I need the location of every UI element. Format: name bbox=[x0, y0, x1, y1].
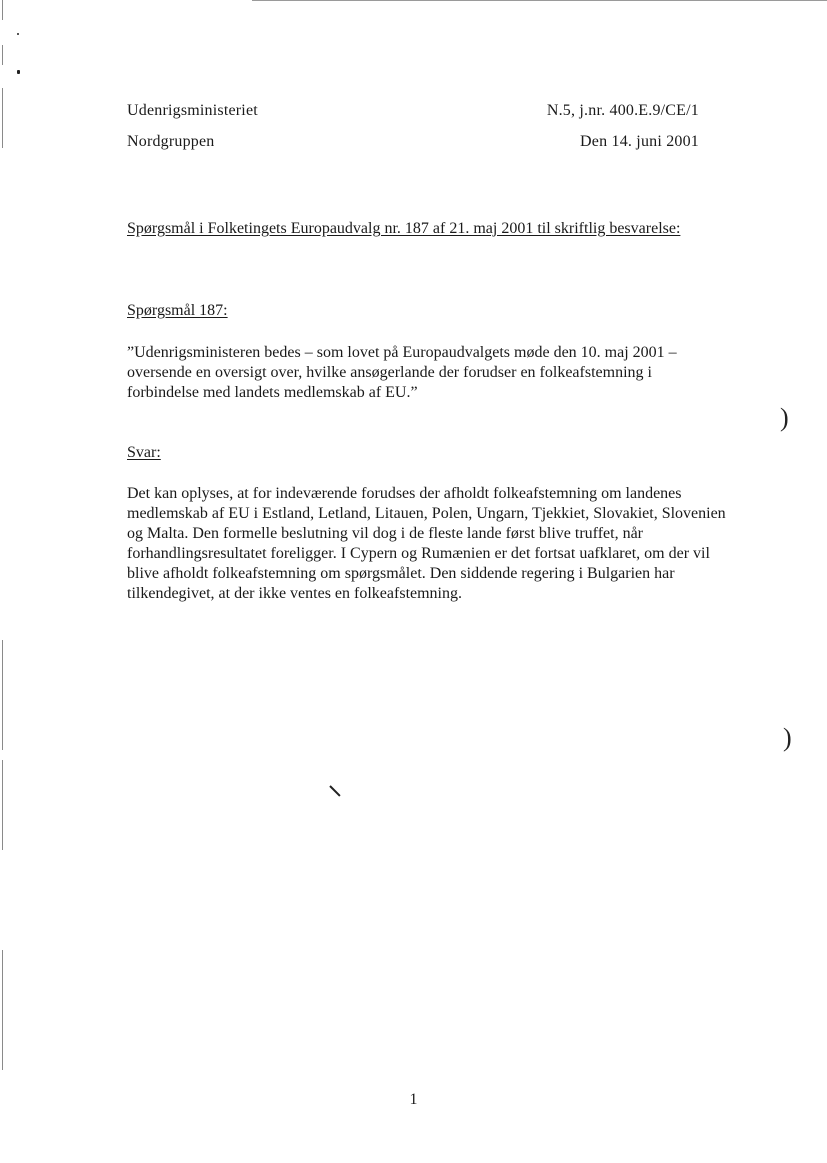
question-text: ”Udenrigsministeren bedes – som lovet på Europaudvalgets møde den 10. maj 2001 – oversende en oversigt over, hvilke ansøgerlande der forudser en folkeafstemning i forbindelse med landets medlemskab af EU.” bbox=[127, 344, 677, 401]
answer-heading-text: Svar: bbox=[127, 444, 161, 461]
scan-left-edge bbox=[2, 88, 3, 148]
office-name: Nordgruppen bbox=[127, 133, 215, 150]
scan-left-edge bbox=[2, 950, 3, 1070]
binder-hole-mark: ) bbox=[783, 723, 792, 752]
page-number: 1 bbox=[409, 1091, 418, 1108]
ministry-name: Udenrigsministeriet bbox=[127, 102, 258, 119]
answer-heading bbox=[127, 443, 727, 463]
scan-left-edge bbox=[2, 0, 3, 20]
scan-left-edge bbox=[2, 45, 3, 65]
document-title: Spørgsmål i Folketingets Europaudvalg nr. 187 af 21. maj 2001 til skriftlig besvarelse: bbox=[127, 220, 681, 237]
question-heading bbox=[127, 301, 727, 321]
document-date: Den 14. juni 2001 bbox=[580, 133, 699, 150]
binder-hole-mark: ) bbox=[780, 403, 789, 432]
question-heading-text: Spørgsmål 187: bbox=[127, 302, 228, 319]
scan-edge-line bbox=[252, 0, 827, 1]
reference-block bbox=[547, 95, 699, 157]
scan-left-edge bbox=[2, 760, 3, 850]
scan-dot bbox=[17, 70, 20, 74]
scan-dot bbox=[17, 33, 19, 35]
scan-mark bbox=[329, 785, 340, 796]
reference-number: N.5, j.nr. 400.E.9/CE/1 bbox=[546, 102, 699, 119]
sender-block bbox=[127, 95, 258, 157]
answer-text: Det kan oplyses, at for indeværende forudses der afholdt folkeafstemning om landenes medlemskab af EU i Estland, Letland, Litauen, Polen, Ungarn, Tjekkiet, Slovakiet, Slovenien og Malta. Den formelle beslutning vil dog i de fleste lande først blive truffet, når forhandlingsresultatet foreligger. I Cypern og Rumænien er det fortsat uafklaret, om der vil blive afholdt folkeafstemning om spørgsmålet. Den siddende regering i Bulgarien har tilkendegivet, at der ikke ventes en folkeafstemning. bbox=[127, 485, 726, 602]
scan-left-edge bbox=[2, 640, 3, 750]
